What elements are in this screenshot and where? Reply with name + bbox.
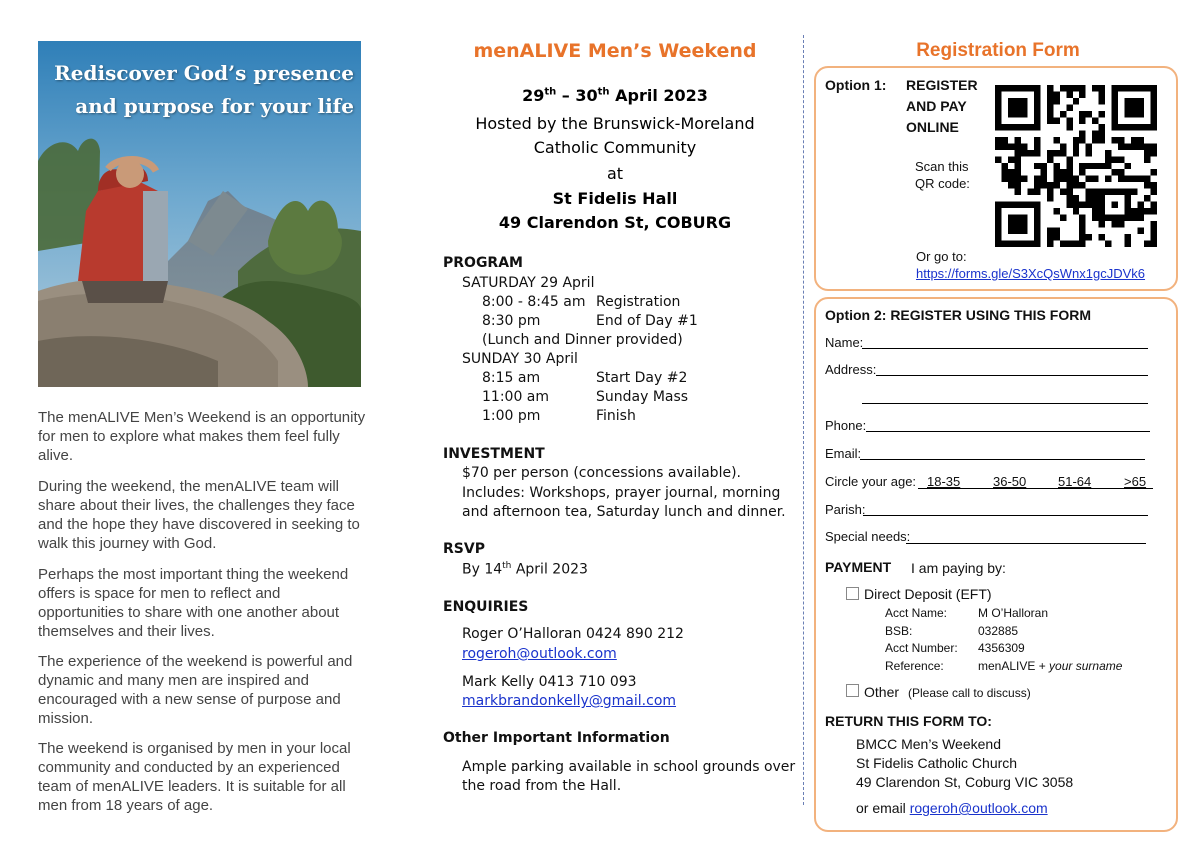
direct-deposit-label: Direct Deposit (EFT) <box>864 586 992 602</box>
event-title: menALIVE Men’s Weekend <box>473 40 757 62</box>
phone-label: Phone: <box>825 418 867 433</box>
scan-line2: QR code: <box>915 176 970 191</box>
saturday-label: SATURDAY 29 April <box>462 275 595 291</box>
experience-paragraph: The experience of the weekend is powerful and dynamic and many men are inspired and encouraged with a new sense of purpose and mission. <box>38 653 353 727</box>
hero-tagline-line2: and purpose for your life <box>75 94 354 118</box>
return-email-link[interactable]: rogeroh@outlook.com <box>909 800 1048 816</box>
registration-qr-code[interactable] <box>995 85 1157 247</box>
address-field-line2[interactable] <box>862 403 1148 404</box>
email-label: Email: <box>825 446 862 461</box>
acct-number-value: 4356309 <box>978 641 1025 655</box>
other-payment-note: (Please call to discuss) <box>908 686 1031 700</box>
rsvp-date: By 14th April 2023 <box>462 561 588 578</box>
contact-roger: Roger O’Halloran 0424 890 212 <box>462 626 684 642</box>
schedule-event: Start Day #2 <box>596 370 688 386</box>
hiker-landscape-image <box>38 41 361 387</box>
other-info-heading: Other Important Information <box>443 730 670 746</box>
enquiries-heading: ENQUIRIES <box>443 599 529 615</box>
option1-and-pay: AND PAY <box>906 98 967 114</box>
at-text: at <box>606 164 624 183</box>
payment-heading: PAYMENT <box>825 559 892 575</box>
other-payment-checkbox[interactable] <box>846 684 859 697</box>
hero-photo <box>38 41 361 387</box>
age-option[interactable]: 51-64 <box>1058 474 1092 489</box>
email-field[interactable] <box>860 459 1145 460</box>
space-paragraph: Perhaps the most important thing the weekend offers is space for men to reflect and opportunities to share with one another about themselves and their lives. <box>38 566 349 640</box>
qr-code-icon <box>995 85 1157 247</box>
bsb-label: BSB: <box>885 624 913 638</box>
option1-online: ONLINE <box>906 119 959 135</box>
name-label: Name: <box>825 335 864 350</box>
name-field[interactable] <box>862 348 1148 349</box>
address-field-line1[interactable] <box>876 375 1148 376</box>
schedule-time: 1:00 pm <box>482 408 541 424</box>
address-label: Address: <box>825 362 877 377</box>
other-payment-label: Other <box>864 684 900 700</box>
option2-heading: Option 2: REGISTER USING THIS FORM <box>825 307 1091 323</box>
parking-info-cont: the road from the Hall. <box>462 778 622 794</box>
investment-includes-cont: and afternoon tea, Saturday lunch and dinner. <box>462 504 786 520</box>
contact-mark: Mark Kelly 0413 710 093 <box>462 674 637 690</box>
age-option[interactable]: >65 <box>1124 474 1147 489</box>
program-heading: PROGRAM <box>443 255 523 271</box>
phone-field[interactable] <box>866 431 1150 432</box>
rsvp-heading: RSVP <box>443 541 485 557</box>
saturday-note: (Lunch and Dinner provided) <box>482 332 683 348</box>
hosted-line1: Hosted by the Brunswick-Moreland <box>475 114 755 133</box>
schedule-event: End of Day #1 <box>596 313 698 329</box>
bsb-value: 032885 <box>978 624 1019 638</box>
schedule-time: 11:00 am <box>482 389 550 405</box>
special-needs-label: Special needs: <box>825 529 911 544</box>
hero-tagline-line1: Rediscover God’s presence <box>54 61 354 85</box>
acct-number-label: Acct Number: <box>885 641 958 655</box>
option1-register: REGISTER <box>906 77 978 93</box>
reference-value: menALIVE + your surname <box>978 659 1123 673</box>
option1-label: Option 1: <box>825 77 887 93</box>
return-heading: RETURN THIS FORM TO: <box>825 713 992 729</box>
event-dates: 29th – 30th April 2023 <box>522 86 708 105</box>
direct-deposit-checkbox[interactable] <box>846 587 859 600</box>
organised-paragraph: The weekend is organised by men in your local community and conducted by an experienced team of menALIVE leaders. It is suitable for all men from 18 years of age. <box>38 740 351 814</box>
return-address-line2: St Fidelis Catholic Church <box>856 755 1018 771</box>
schedule-event: Registration <box>596 294 681 310</box>
schedule-time: 8:30 pm <box>482 313 541 329</box>
schedule-event: Finish <box>596 408 636 424</box>
go-to-label: Or go to: <box>916 249 967 264</box>
age-label: Circle your age: <box>825 474 917 489</box>
age-option[interactable]: 18-35 <box>927 474 961 489</box>
form-title: Registration Form <box>916 40 1080 61</box>
online-form-link[interactable]: https://forms.gle/S3XcQsWnx1gcJDVk6 <box>916 266 1146 281</box>
schedule-event: Sunday Mass <box>596 389 689 405</box>
return-address-line3: 49 Clarendon St, Coburg VIC 3058 <box>856 774 1074 790</box>
scan-line1: Scan this <box>915 159 969 174</box>
investment-heading: INVESTMENT <box>443 446 545 462</box>
weekend-paragraph: During the weekend, the menALIVE team will share about their lives, the challenges they face and the hope they have discovered in seeking to walk this journey with God. <box>38 478 360 552</box>
hosted-line2: Catholic Community <box>533 138 697 157</box>
parking-info: Ample parking available in school grounds over <box>462 759 796 775</box>
age-underline <box>918 488 1153 489</box>
investment-includes: Includes: Workshops, prayer journal, morning <box>462 485 781 501</box>
roger-email-link[interactable]: rogeroh@outlook.com <box>462 646 617 662</box>
acct-name-value: M O’Halloran <box>978 606 1049 620</box>
schedule-time: 8:15 am <box>482 370 541 386</box>
parish-label: Parish: <box>825 502 866 517</box>
venue-address: 49 Clarendon St, COBURG <box>498 213 732 232</box>
acct-name-label: Acct Name: <box>885 606 948 620</box>
schedule-time: 8:00 - 8:45 am <box>482 294 586 310</box>
intro-paragraph: The menALIVE Men’s Weekend is an opportunity for men to explore what makes them feel fully alive. <box>38 409 366 464</box>
parish-field[interactable] <box>863 515 1148 516</box>
special-needs-field[interactable] <box>906 543 1146 544</box>
investment-price: $70 per person (concessions available). <box>462 465 741 481</box>
paying-by-label: I am paying by: <box>911 560 1006 576</box>
mark-email-link[interactable]: markbrandonkelly@gmail.com <box>462 693 677 709</box>
age-option[interactable]: 36-50 <box>993 474 1027 489</box>
return-address-line1: BMCC Men’s Weekend <box>856 736 1001 752</box>
venue-name: St Fidelis Hall <box>552 189 678 208</box>
sunday-label: SUNDAY 30 April <box>462 351 578 367</box>
reference-label: Reference: <box>885 659 944 673</box>
column-divider <box>803 35 804 805</box>
return-email-line: or email rogeroh@outlook.com <box>856 800 1048 816</box>
